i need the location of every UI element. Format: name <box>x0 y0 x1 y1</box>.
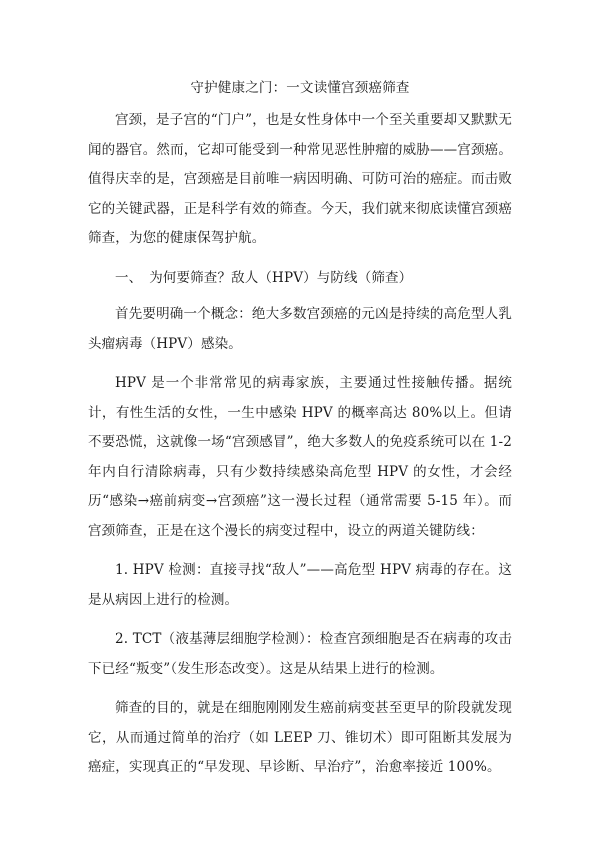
list-item-hpv-test: 1. HPV 检测：直接寻找“敌人”——高危型 HPV 病毒的存在。这是从病因上进行的检测。 <box>88 562 512 608</box>
document-title: 守护健康之门：一文读懂宫颈癌筛查 <box>190 80 410 96</box>
section-heading-1: 一、 为何要筛查？敌人（HPV）与防线（筛查） <box>115 269 413 286</box>
document-body <box>88 66 512 793</box>
paragraph-screening-purpose: 筛查的目的，就是在细胞刚刚发生癌前病变甚至更早的阶段就发现它，从而通过简单的治疗（如 LEEP 刀、锥切术）即可阻断其发展为癌症，实现真正的“早发现、早诊断、早治疗”，治愈率接近 100%。 <box>88 700 512 775</box>
list-item-tct: 2. TCT（液基薄层细胞学检测）：检查宫颈细胞是否在病毒的攻击下已经“叛变”（发生形态改变）。这是从结果上进行的检测。 <box>88 631 512 677</box>
paragraph-hpv-details: HPV 是一个非常常见的病毒家族，主要通过性接触传播。据统计，有性生活的女性，一生中感染 HPV 的概率高达 80%以上。但请不要恐慌，这就像一场“宫颈感冒”，绝大多数人的免疫系统可以在 1-2 年内自行清除病毒，只有少数持续感染高危型 HPV 的女性，才会经历“感染→癌前病变→宫颈癌”这一漫长过程（通常需要 5-15 年）。而宫颈筛查，正是在这个漫长的病变过程中，设立的两道关键防线： <box>88 375 512 539</box>
paragraph-hpv-concept: 首先要明确一个概念：绝大多数宫颈癌的元凶是持续的高危型人乳头瘤病毒（HPV）感染。 <box>88 306 512 352</box>
paragraph-intro: 宫颈，是子宫的“门户”，也是女性身体中一个至关重要却又默默无闻的器官。然而，它却可能受到一种常见恶性肿瘤的威胁——宫颈癌。值得庆幸的是，宫颈癌是目前唯一病因明确、可防可治的癌症。而击败它的关键武器，正是科学有效的筛查。今天，我们就来彻底读懂宫颈癌筛查，为您的健康保驾护航。 <box>88 112 512 246</box>
